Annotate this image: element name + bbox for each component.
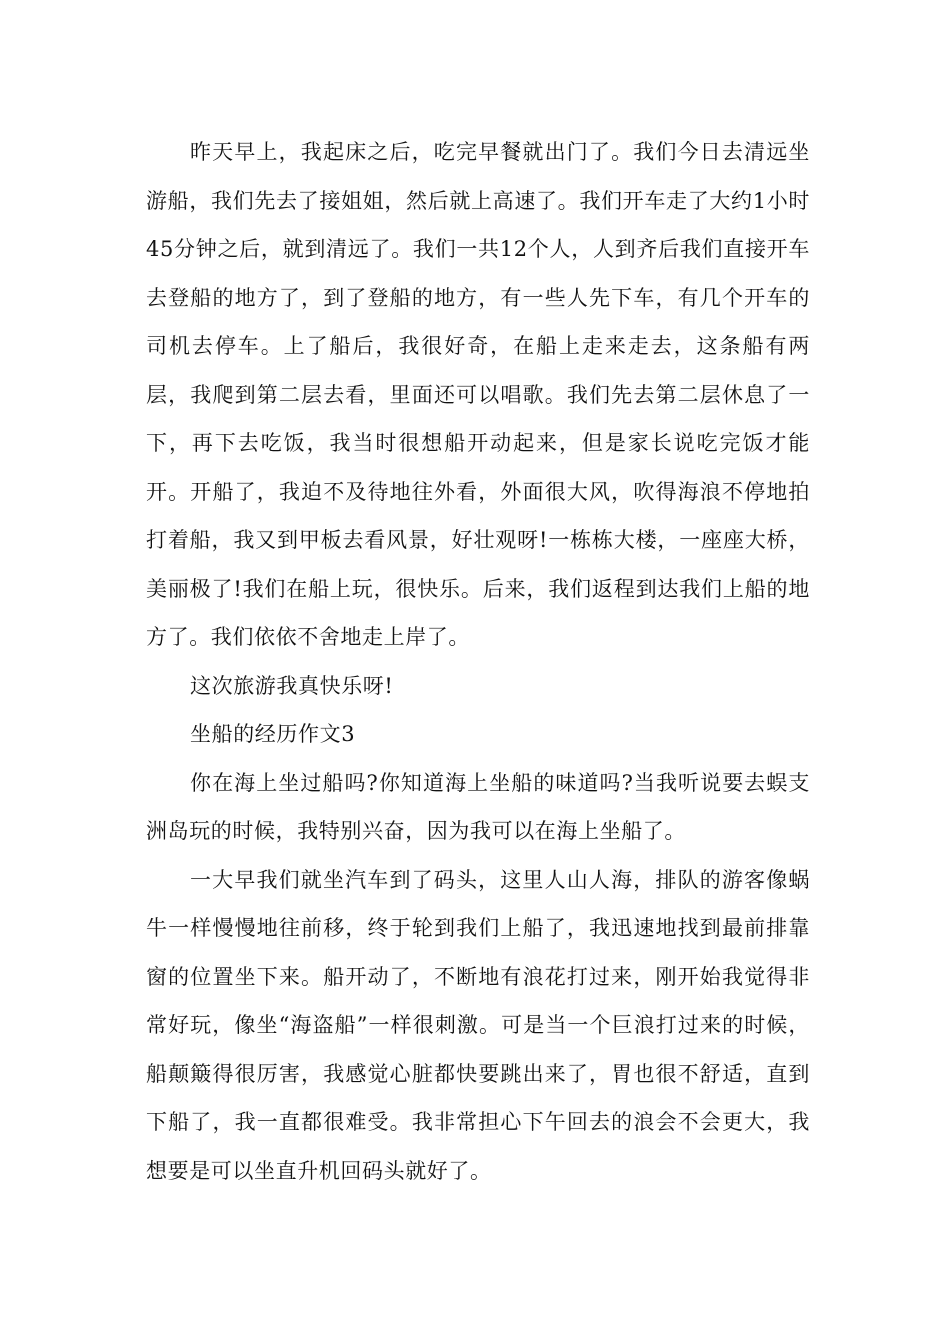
paragraph-trip-story: 昨天早上，我起床之后，吃完早餐就出门了。我们今日去清远坐游船，我们先去了接姐姐，然后就上高速了。我们开车走了大约1小时45分钟之后，就到清远了。我们一共12个人，人到齐后我们直接开车去登船的地方了，到了登船的地方，有一些人先下车，有几个开车的司机去停车。上了船后，我很好奇，在船上走来走去，这条船有两层，我爬到第二层去看，里面还可以唱歌。我们先去第二层休息了一下，再下去吃饭，我当时很想船开动起来，但是家长说吃完饭才能开。开船了，我迫不及待地往外看，外面很大风，吹得海浪不停地拍打着船，我又到甲板去看风景，好壮观呀!一栋栋大楼，一座座大桥，美丽极了!我们在船上玩，很快乐。后来，我们返程到达我们上船的地方了。我们依依不舍地走上岸了。	[146, 140, 810, 649]
paragraph-section-intro: 你在海上坐过船吗?你知道海上坐船的味道吗?当我听说要去蜈支洲岛玩的时候，我特别兴奋，因为我可以在海上坐船了。	[146, 770, 810, 843]
paragraph-trip-conclusion: 这次旅游我真快乐呀!	[190, 673, 394, 698]
section-title: 坐船的经历作文3	[190, 722, 356, 746]
document-body	[146, 128, 810, 1195]
paragraph-section-story: 一大早我们就坐汽车到了码头，这里人山人海，排队的游客像蜗牛一样慢慢地往前移，终于轮到我们上船了，我迅速地找到最前排靠窗的位置坐下来。船开动了，不断地有浪花打过来，刚开始我觉得非常好玩，像坐“海盗船”一样很刺激。可是当一个巨浪打过来的时候，船颠簸得很厉害，我感觉心脏都快要跳出来了，胃也很不舒适，直到下船了，我一直都很难受。我非常担心下午回去的浪会不会更大，我想要是可以坐直升机回码头就好了。	[146, 867, 810, 1183]
